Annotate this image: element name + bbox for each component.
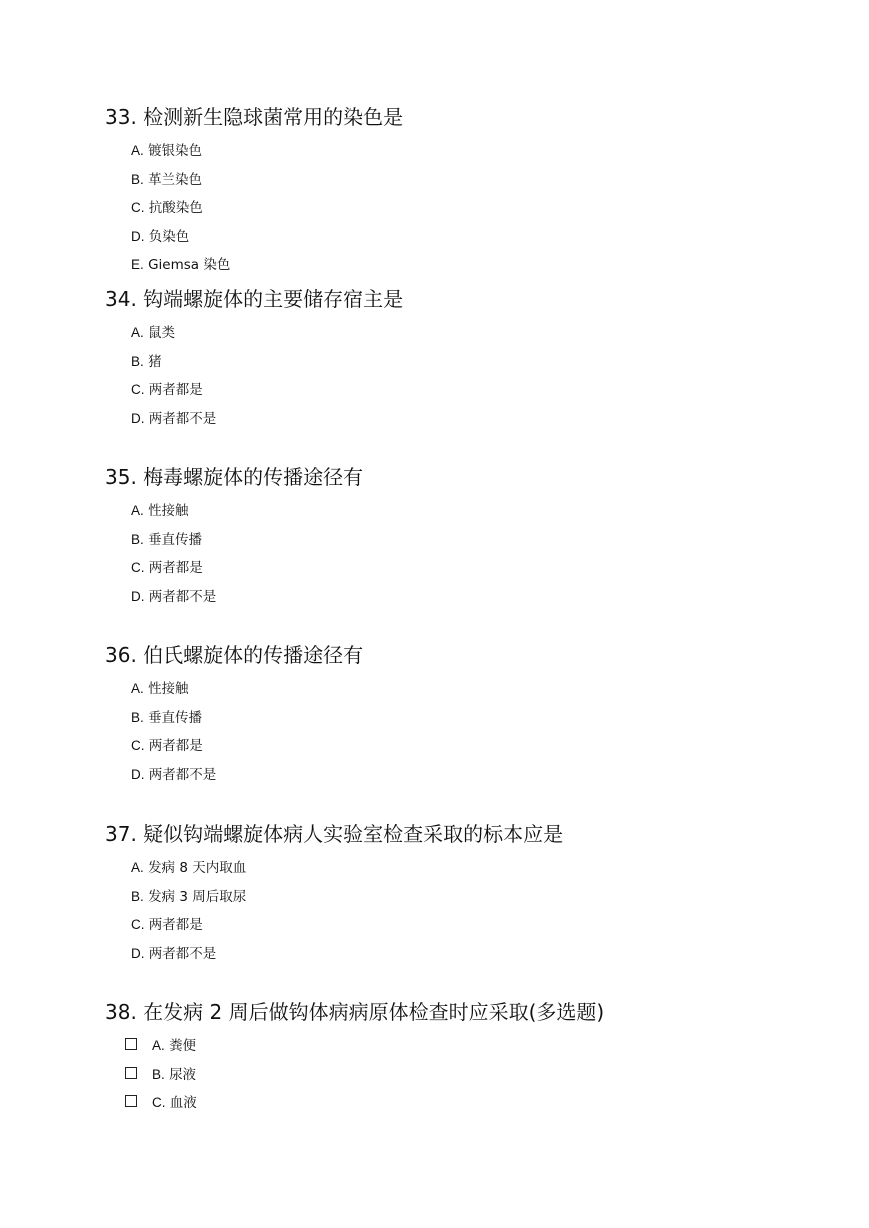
option-d: D. 两者都不是 — [131, 945, 217, 962]
option-b: B. 垂直传播 — [131, 531, 203, 548]
option-c: C. 两者都是 — [131, 382, 203, 398]
question-33 — [105, 104, 825, 280]
option-a: A. 发病 8 天内取血 — [131, 860, 247, 876]
option-d: D. 负染色 — [131, 228, 190, 245]
option-c[interactable]: C. 血液 — [105, 1089, 825, 1118]
option-c: C. 抗酸染色 — [131, 200, 203, 216]
option-a: A. 鼠类 — [131, 325, 176, 341]
option-d: D. 两者都不是 — [131, 588, 217, 605]
option-d: D. 两者都不是 — [131, 410, 217, 427]
option-e: E. Giemsa 染色 — [131, 257, 231, 273]
question-title: 33. 检测新生隐球菌常用的染色是 — [105, 105, 404, 129]
option-list — [105, 854, 825, 968]
checkbox-icon[interactable] — [125, 1038, 137, 1050]
option-list — [105, 1032, 825, 1118]
option-list — [105, 675, 825, 789]
option-list — [105, 319, 825, 433]
question-title: 35. 梅毒螺旋体的传播途径有 — [105, 465, 364, 489]
question-37 — [105, 821, 825, 968]
option-b: B. 垂直传播 — [131, 709, 203, 726]
question-title: 37. 疑似钩端螺旋体病人实验室检查采取的标本应是 — [105, 822, 564, 846]
option-a: A. 性接触 — [131, 503, 189, 519]
option-list — [105, 137, 825, 280]
question-title: 36. 伯氏螺旋体的传播途径有 — [105, 643, 364, 667]
checkbox-icon[interactable] — [125, 1067, 137, 1079]
question-title: 38. 在发病 2 周后做钩体病病原体检查时应采取(多选题) — [105, 1000, 605, 1024]
option-b: B. 革兰染色 — [131, 171, 203, 188]
question-title: 34. 钩端螺旋体的主要储存宿主是 — [105, 287, 404, 311]
option-b: B. 发病 3 周后取尿 — [131, 888, 247, 905]
option-b: B. 猪 — [131, 353, 162, 370]
option-c: C. 两者都是 — [131, 917, 203, 933]
checkbox-icon[interactable] — [125, 1095, 137, 1107]
option-a[interactable]: A. 粪便 — [105, 1032, 825, 1061]
question-36 — [105, 642, 825, 789]
option-d: D. 两者都不是 — [131, 766, 217, 783]
question-34 — [105, 286, 825, 433]
option-c: C. 两者都是 — [131, 738, 203, 754]
option-a: A. 镀银染色 — [131, 143, 203, 159]
option-list — [105, 497, 825, 611]
option-b[interactable]: B. 尿液 — [105, 1061, 825, 1090]
option-c: C. 两者都是 — [131, 560, 203, 576]
question-35 — [105, 464, 825, 611]
option-a: A. 性接触 — [131, 681, 189, 697]
question-38 — [105, 999, 825, 1118]
